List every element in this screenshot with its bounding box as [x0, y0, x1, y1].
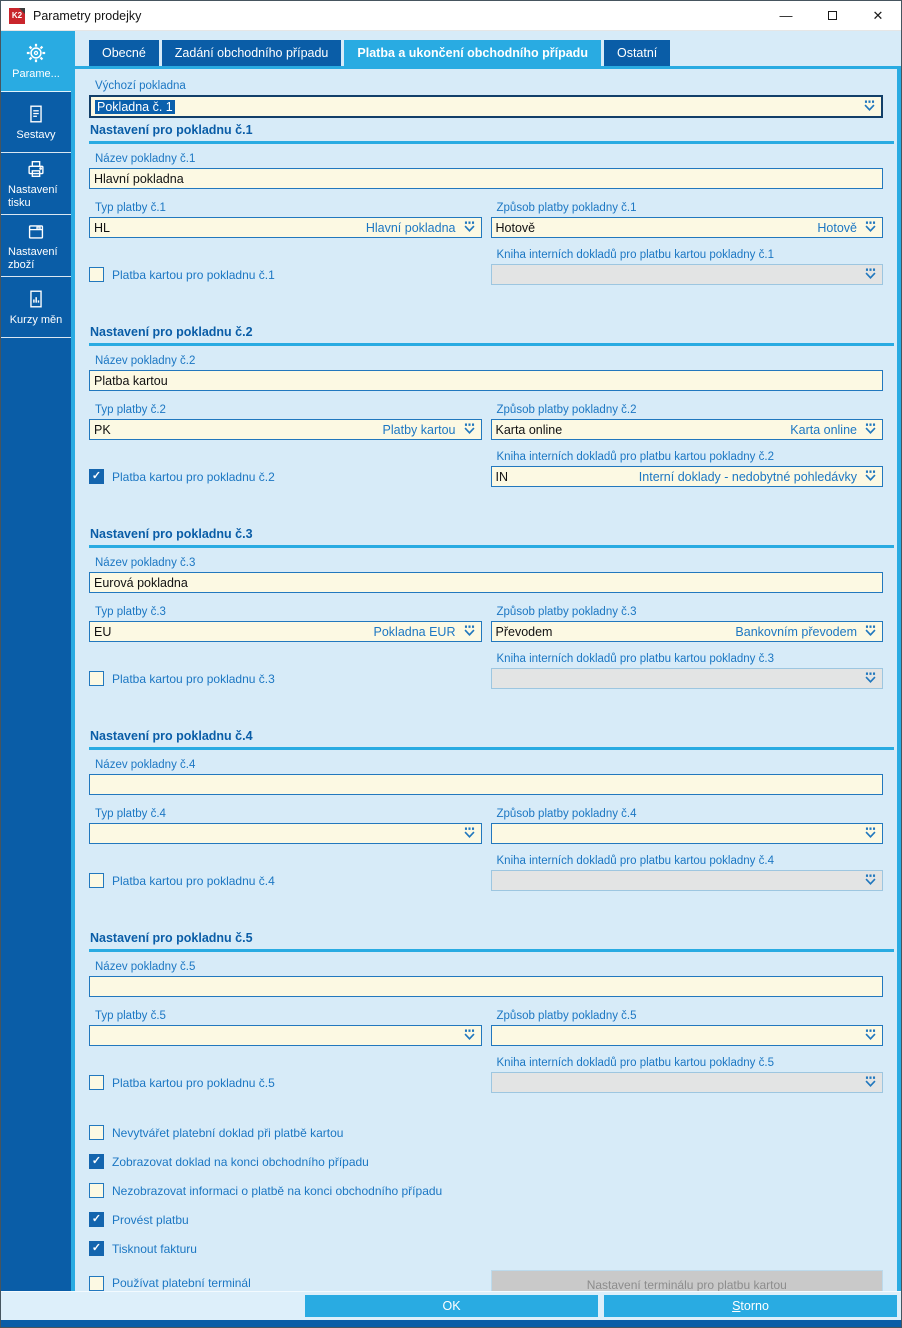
card-payment-checkbox-label: Platba kartou pro pokladnu č.1: [112, 267, 275, 282]
payment-method-label: Způsob platby pokladny č.5: [496, 1010, 637, 1022]
no-payment-info-checkbox[interactable]: [89, 1183, 104, 1198]
tab-content: [75, 69, 901, 1291]
sidebar-item-icon: [25, 158, 47, 180]
terminal-settings-button[interactable]: Nastavení terminálu pro platbu kartou: [491, 1270, 884, 1291]
button-bar: [1, 1291, 901, 1320]
cash-name-label: Název pokladny č.2: [95, 355, 196, 367]
section-divider: [89, 747, 894, 750]
internal-docs-book-label: Kniha interních dokladů pro platbu kartou pokladny č.1: [496, 249, 774, 261]
cash-register-section: [89, 325, 883, 487]
k2-app-icon: K2: [9, 8, 25, 24]
payment-type-description: Pokladna EUR: [373, 624, 456, 639]
payment-type-description: Hlavní pokladna: [365, 220, 456, 235]
cash-register-section: [89, 527, 883, 689]
sidebar-item-icon: [25, 103, 47, 125]
sidebar-item-icon: [25, 288, 47, 310]
sidebar-item-label: Nastavení tisku: [8, 184, 58, 209]
check-icon: ✓: [91, 1155, 102, 1167]
default-cash-label: Výchozí pokladna: [95, 80, 186, 92]
cash-name-label: Název pokladny č.5: [95, 961, 196, 973]
dropdown-icon[interactable]: [863, 221, 878, 234]
cash-register-section: [89, 123, 883, 285]
dropdown-icon[interactable]: [862, 100, 877, 113]
option-label: Nevytvářet platební doklad při platbě kartou: [112, 1125, 344, 1140]
internal-docs-book-combo[interactable]: [491, 668, 884, 689]
internal-docs-book-label: Kniha interních dokladů pro platbu kartou pokladny č.3: [496, 653, 774, 665]
sidebar-item-icon: [25, 220, 47, 242]
show-doc-end-checkbox[interactable]: [89, 1154, 104, 1169]
sidebar-item-label: Nastavení zboží: [8, 246, 58, 271]
payment-method-label: Způsob platby pokladny č.4: [496, 808, 637, 820]
card-payment-checkbox-label: Platba kartou pro pokladnu č.4: [112, 873, 275, 888]
internal-docs-book-label: Kniha interních dokladů pro platbu kartou pokladny č.2: [496, 451, 774, 463]
payment-method-code: Karta online: [495, 422, 563, 437]
check-icon: ✓: [91, 1213, 102, 1225]
option-label: Používat platební terminál: [112, 1276, 251, 1290]
card-payment-checkbox[interactable]: [89, 267, 104, 282]
internal-docs-book-description: Interní doklady - nedobytné pohledávky: [638, 469, 857, 484]
tab-platba-a-ukonceni[interactable]: Platba a ukončení obchodního případu: [344, 40, 601, 66]
internal-docs-book-combo[interactable]: [491, 870, 884, 891]
options-block: [89, 1125, 883, 1291]
internal-docs-book-combo[interactable]: [491, 466, 884, 487]
card-payment-checkbox-label: Platba kartou pro pokladnu č.5: [112, 1075, 275, 1090]
payment-method-combo[interactable]: [491, 217, 884, 238]
cash-name-label: Název pokladny č.4: [95, 759, 196, 771]
section-title: Nastavení pro pokladnu č.1: [90, 123, 253, 137]
sidebar-item-label: Kurzy měn: [9, 313, 63, 326]
cash-name-input[interactable]: [89, 572, 883, 593]
maximize-icon: [828, 11, 837, 20]
dropdown-icon[interactable]: [863, 1076, 878, 1089]
dropdown-icon[interactable]: [863, 874, 878, 887]
option-row: [89, 1241, 883, 1256]
sidebar-item-label: Parame...: [12, 67, 60, 80]
storno-button[interactable]: Storno: [604, 1295, 897, 1317]
close-button[interactable]: ✕: [872, 7, 884, 23]
no-payment-doc-checkbox[interactable]: [89, 1125, 104, 1140]
dropdown-icon[interactable]: [863, 827, 878, 840]
section-divider: [89, 141, 894, 144]
section-title: Nastavení pro pokladnu č.5: [90, 931, 253, 945]
payment-type-description: Platby kartou: [382, 422, 456, 437]
cash-name-input[interactable]: [89, 168, 883, 189]
section-title: Nastavení pro pokladnu č.3: [90, 527, 253, 541]
card-payment-checkbox[interactable]: [89, 671, 104, 686]
card-payment-checkbox-label: Platba kartou pro pokladnu č.2: [112, 469, 275, 484]
dropdown-icon[interactable]: [462, 625, 477, 638]
option-label: Provést platbu: [112, 1212, 189, 1227]
use-terminal-checkbox[interactable]: [89, 1276, 104, 1291]
payment-type-code: PK: [94, 422, 111, 437]
option-row: [89, 1154, 883, 1169]
minimize-button[interactable]: —: [779, 8, 793, 23]
default-cash-value: Pokladna č. 1: [97, 99, 173, 114]
internal-docs-book-code: IN: [495, 469, 508, 484]
option-label: Tisknout fakturu: [112, 1241, 197, 1256]
payment-type-code: EU: [94, 624, 112, 639]
payment-type-combo[interactable]: [89, 823, 482, 844]
card-payment-checkbox[interactable]: [89, 873, 104, 888]
payment-type-label: Typ platby č.2: [95, 404, 166, 416]
payment-method-combo[interactable]: [491, 419, 884, 440]
section-title: Nastavení pro pokladnu č.4: [90, 729, 253, 743]
tab-bar: [75, 31, 901, 69]
check-icon: ✓: [91, 470, 102, 482]
payment-type-combo[interactable]: [89, 1025, 482, 1046]
payment-type-combo[interactable]: [89, 419, 482, 440]
payment-method-combo[interactable]: [491, 621, 884, 642]
bottom-accent-bar: [1, 1320, 901, 1327]
footer: [1, 1291, 901, 1327]
option-label: Zobrazovat doklad na konci obchodního případu: [112, 1154, 369, 1169]
card-payment-checkbox-label: Platba kartou pro pokladnu č.3: [112, 671, 275, 686]
print-invoice-checkbox[interactable]: [89, 1241, 104, 1256]
payment-type-label: Typ platby č.4: [95, 808, 166, 820]
dropdown-icon[interactable]: [863, 1029, 878, 1042]
payment-method-combo[interactable]: [491, 1025, 884, 1046]
card-payment-checkbox[interactable]: [89, 1075, 104, 1090]
internal-docs-book-label: Kniha interních dokladů pro platbu kartou pokladny č.5: [496, 1057, 774, 1069]
dropdown-icon[interactable]: [462, 221, 477, 234]
maximize-button[interactable]: [809, 1, 855, 30]
internal-docs-book-label: Kniha interních dokladů pro platbu kartou pokladny č.4: [496, 855, 774, 867]
dropdown-icon[interactable]: [863, 423, 878, 436]
default-cash-group: [89, 79, 883, 118]
titlebar: [1, 1, 901, 31]
cash-register-section: [89, 931, 883, 1093]
dropdown-icon[interactable]: [462, 423, 477, 436]
payment-method-description: Karta online: [790, 422, 857, 437]
payment-method-label: Způsob platby pokladny č.3: [496, 606, 637, 618]
main-panel: [75, 31, 901, 1291]
check-icon: ✓: [91, 1242, 102, 1254]
dropdown-icon[interactable]: [863, 470, 878, 483]
perform-payment-checkbox[interactable]: [89, 1212, 104, 1227]
cash-name-input[interactable]: [89, 976, 883, 997]
tab-obecne[interactable]: Obecné: [89, 40, 159, 66]
window-title: Parametry prodejky: [33, 8, 142, 23]
payment-method-code: Hotově: [495, 220, 536, 235]
cash-name-input[interactable]: [89, 370, 883, 391]
dropdown-icon[interactable]: [863, 268, 878, 281]
payment-type-label: Typ platby č.3: [95, 606, 166, 618]
section-divider: [89, 545, 894, 548]
dropdown-icon[interactable]: [462, 827, 477, 840]
payment-method-label: Způsob platby pokladny č.2: [496, 404, 637, 416]
sidebar-item-label: Sestavy: [16, 128, 56, 141]
cash-name-label: Název pokladny č.1: [95, 153, 196, 165]
payment-type-combo[interactable]: [89, 621, 482, 642]
option-row: [89, 1183, 883, 1198]
payment-method-combo[interactable]: [491, 823, 884, 844]
sidebar-item-nastaveni-zbozi[interactable]: [1, 215, 71, 277]
window-controls: [763, 1, 901, 30]
payment-method-description: Hotově: [817, 220, 857, 235]
section-divider: [89, 343, 894, 346]
ok-button[interactable]: OK: [305, 1295, 598, 1317]
payment-type-label: Typ platby č.1: [95, 202, 166, 214]
payment-method-description: Bankovním převodem: [735, 624, 857, 639]
payment-type-combo[interactable]: [89, 217, 482, 238]
internal-docs-book-combo[interactable]: [491, 1072, 884, 1093]
payment-method-code: Převodem: [495, 624, 553, 639]
tab-zadani-obchodniho-pripadu[interactable]: Zadání obchodního případu: [162, 40, 342, 66]
dropdown-icon[interactable]: [863, 625, 878, 638]
dropdown-icon[interactable]: [863, 672, 878, 685]
sidebar-item-kurzy-men[interactable]: [1, 277, 71, 338]
section-divider: [89, 949, 894, 952]
sidebar: [1, 31, 75, 1291]
cash-name-label: Název pokladny č.3: [95, 557, 196, 569]
internal-docs-book-combo[interactable]: [491, 264, 884, 285]
cash-name-input[interactable]: [89, 774, 883, 795]
section-title: Nastavení pro pokladnu č.2: [90, 325, 253, 339]
terminal-row: [89, 1270, 883, 1291]
option-label: Nezobrazovat informaci o platbě na konci obchodního případu: [112, 1183, 443, 1198]
default-cash-combo[interactable]: [89, 95, 883, 118]
sidebar-item-parametry[interactable]: [1, 31, 71, 92]
window-body: [1, 31, 901, 1291]
dropdown-icon[interactable]: [462, 1029, 477, 1042]
sidebar-item-sestavy[interactable]: [1, 92, 71, 153]
sidebar-item-nastaveni-tisku[interactable]: [1, 153, 71, 215]
tab-ostatni[interactable]: Ostatní: [604, 40, 670, 66]
sidebar-item-icon: [25, 42, 47, 64]
payment-type-code: HL: [94, 220, 110, 235]
option-row: [89, 1125, 883, 1140]
option-row: [89, 1212, 883, 1227]
card-payment-checkbox[interactable]: [89, 469, 104, 484]
cash-sections: [89, 123, 883, 1093]
payment-type-label: Typ platby č.5: [95, 1010, 166, 1022]
payment-method-label: Způsob platby pokladny č.1: [496, 202, 637, 214]
cash-register-section: [89, 729, 883, 891]
